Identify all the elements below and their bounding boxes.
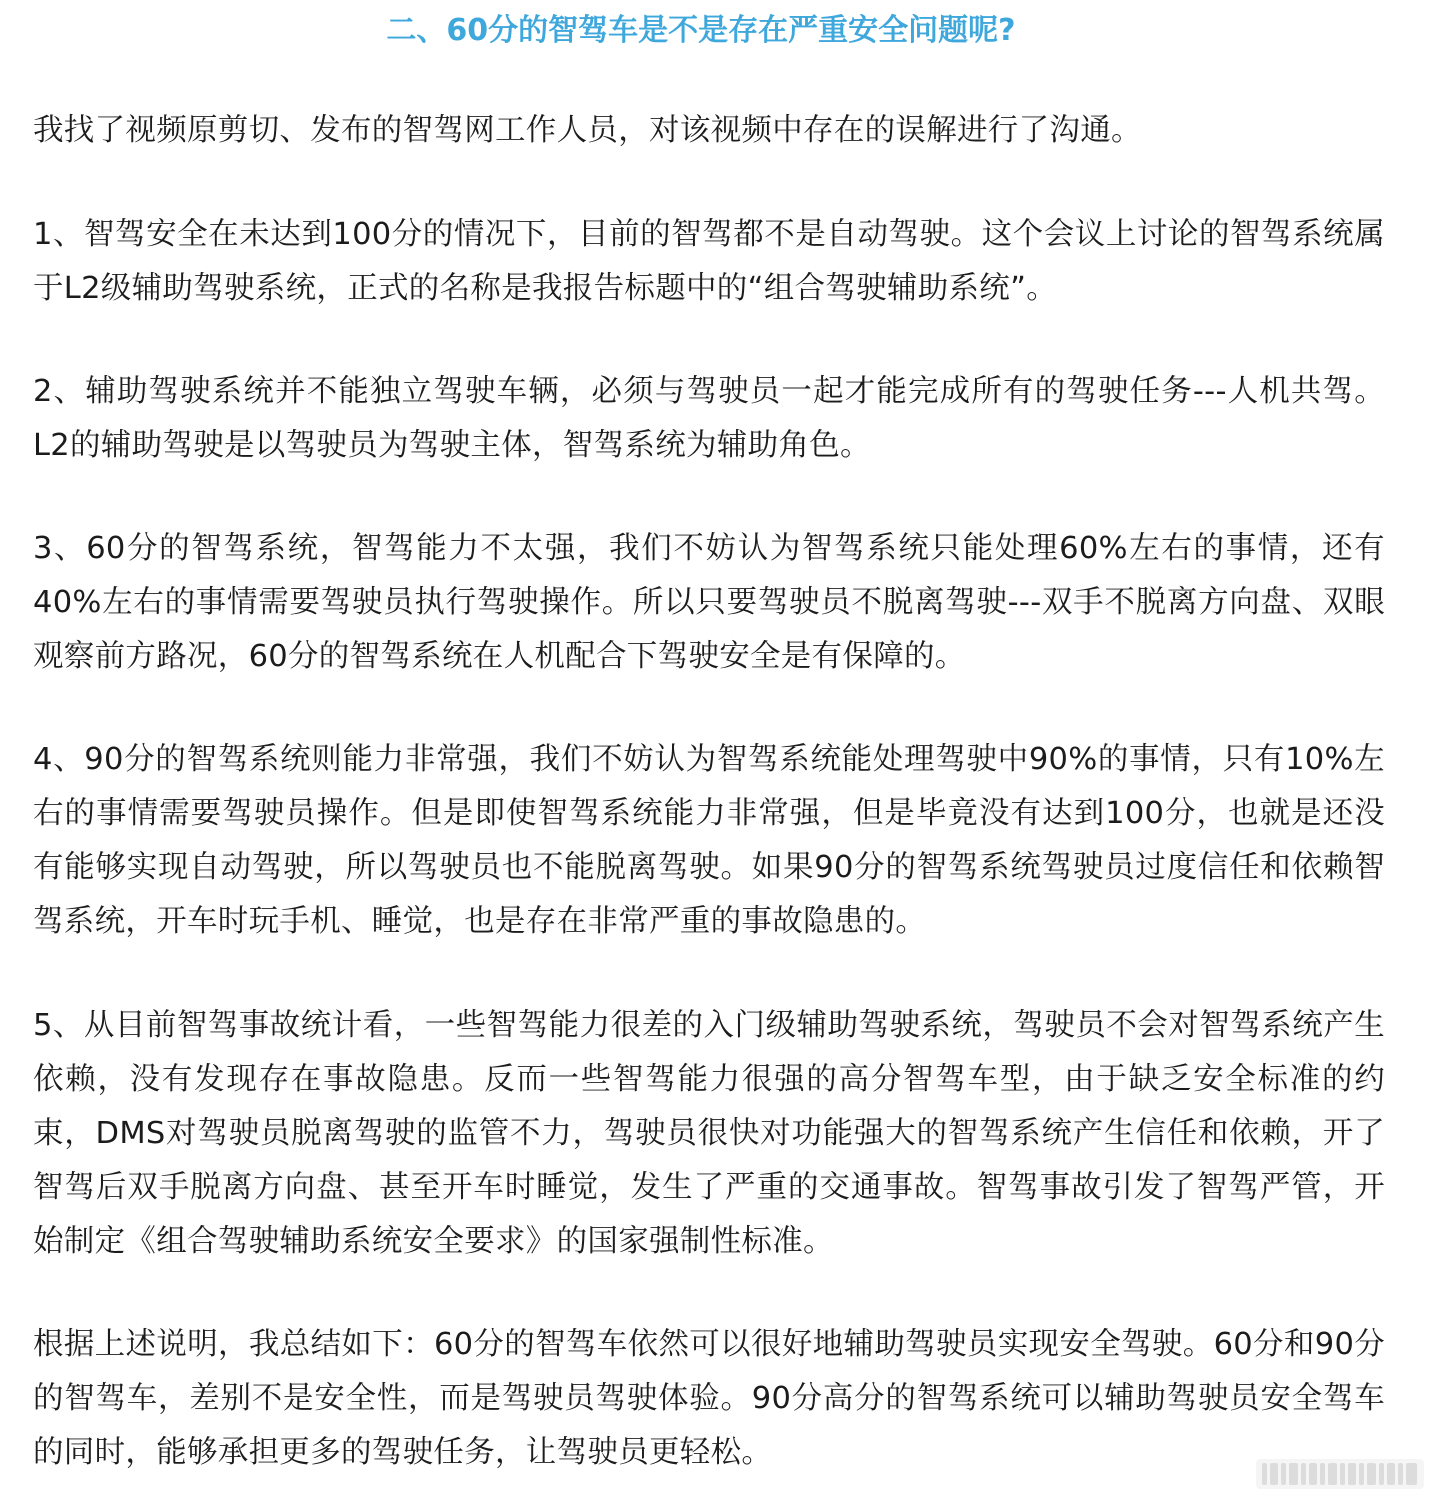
point-3-paragraph: 3、60分的智驾系统，智驾能力不太强，我们不妨认为智驾系统只能处理60%左右的事情，还有40%左右的事情需要驾驶员执行驾驶操作。所以只要驾驶员不脱离驾驶---双手不脱离方向盘、双眼观察前方路况，60分的智驾系统在人机配合下驾驶安全是有保障的。 [33,531,1385,674]
point-5-paragraph: 5、从目前智驾事故统计看，一些智驾能力很差的入门级辅助驾驶系统，驾驶员不会对智驾系统产生依赖，没有发现存在事故隐患。反而一些智驾能力很强的高分智驾车型，由于缺乏安全标准的约束，DMS对驾驶员脱离驾驶的监管不力，驾驶员很快对功能强大的智驾系统产生信任和依赖，开了智驾后双手脱离方向盘、甚至开车时睡觉，发生了严重的交通事故。智驾事故引发了智驾严管，开始制定《组合驾驶辅助系统安全要求》的国家强制性标准。 [33,1008,1385,1259]
barcode-watermark-icon [1256,1459,1424,1489]
intro-paragraph: 我找了视频原剪切、发布的智驾网工作人员，对该视频中存在的误解进行了沟通。 [33,113,1142,148]
point-4-paragraph: 4、90分的智驾系统则能力非常强，我们不妨认为智驾系统能处理驾驶中90%的事情，只有10%左右的事情需要驾驶员操作。但是即使智驾系统能力非常强，但是毕竟没有达到100分，也就是还没有能够实现自动驾驶，所以驾驶员也不能脱离驾驶。如果90分的智驾系统驾驶员过度信任和依赖智驾系统，开车时玩手机、睡觉，也是存在非常严重的事故隐患的。 [33,742,1385,939]
conclusion-paragraph: 根据上述说明，我总结如下：60分的智驾车依然可以很好地辅助驾驶员实现安全驾驶。60分和90分的智驾车，差别不是安全性，而是驾驶员驾驶体验。90分高分的智驾系统可以辅助驾驶员安全驾车的同时，能够承担更多的驾驶任务，让驾驶员更轻松。 [33,1327,1385,1470]
point-1-paragraph: 1、智驾安全在未达到100分的情况下，目前的智驾都不是自动驾驶。这个会议上讨论的智驾系统属于L2级辅助驾驶系统，正式的名称是我报告标题中的“组合驾驶辅助系统”。 [33,217,1385,306]
point-2-paragraph: 2、辅助驾驶系统并不能独立驾驶车辆，必须与驾驶员一起才能完成所有的驾驶任务---人机共驾。L2的辅助驾驶是以驾驶员为驾驶主体，智驾系统为辅助角色。 [33,374,1385,463]
section-heading: 二、60分的智驾车是不是存在严重安全问题呢? [386,13,1016,48]
